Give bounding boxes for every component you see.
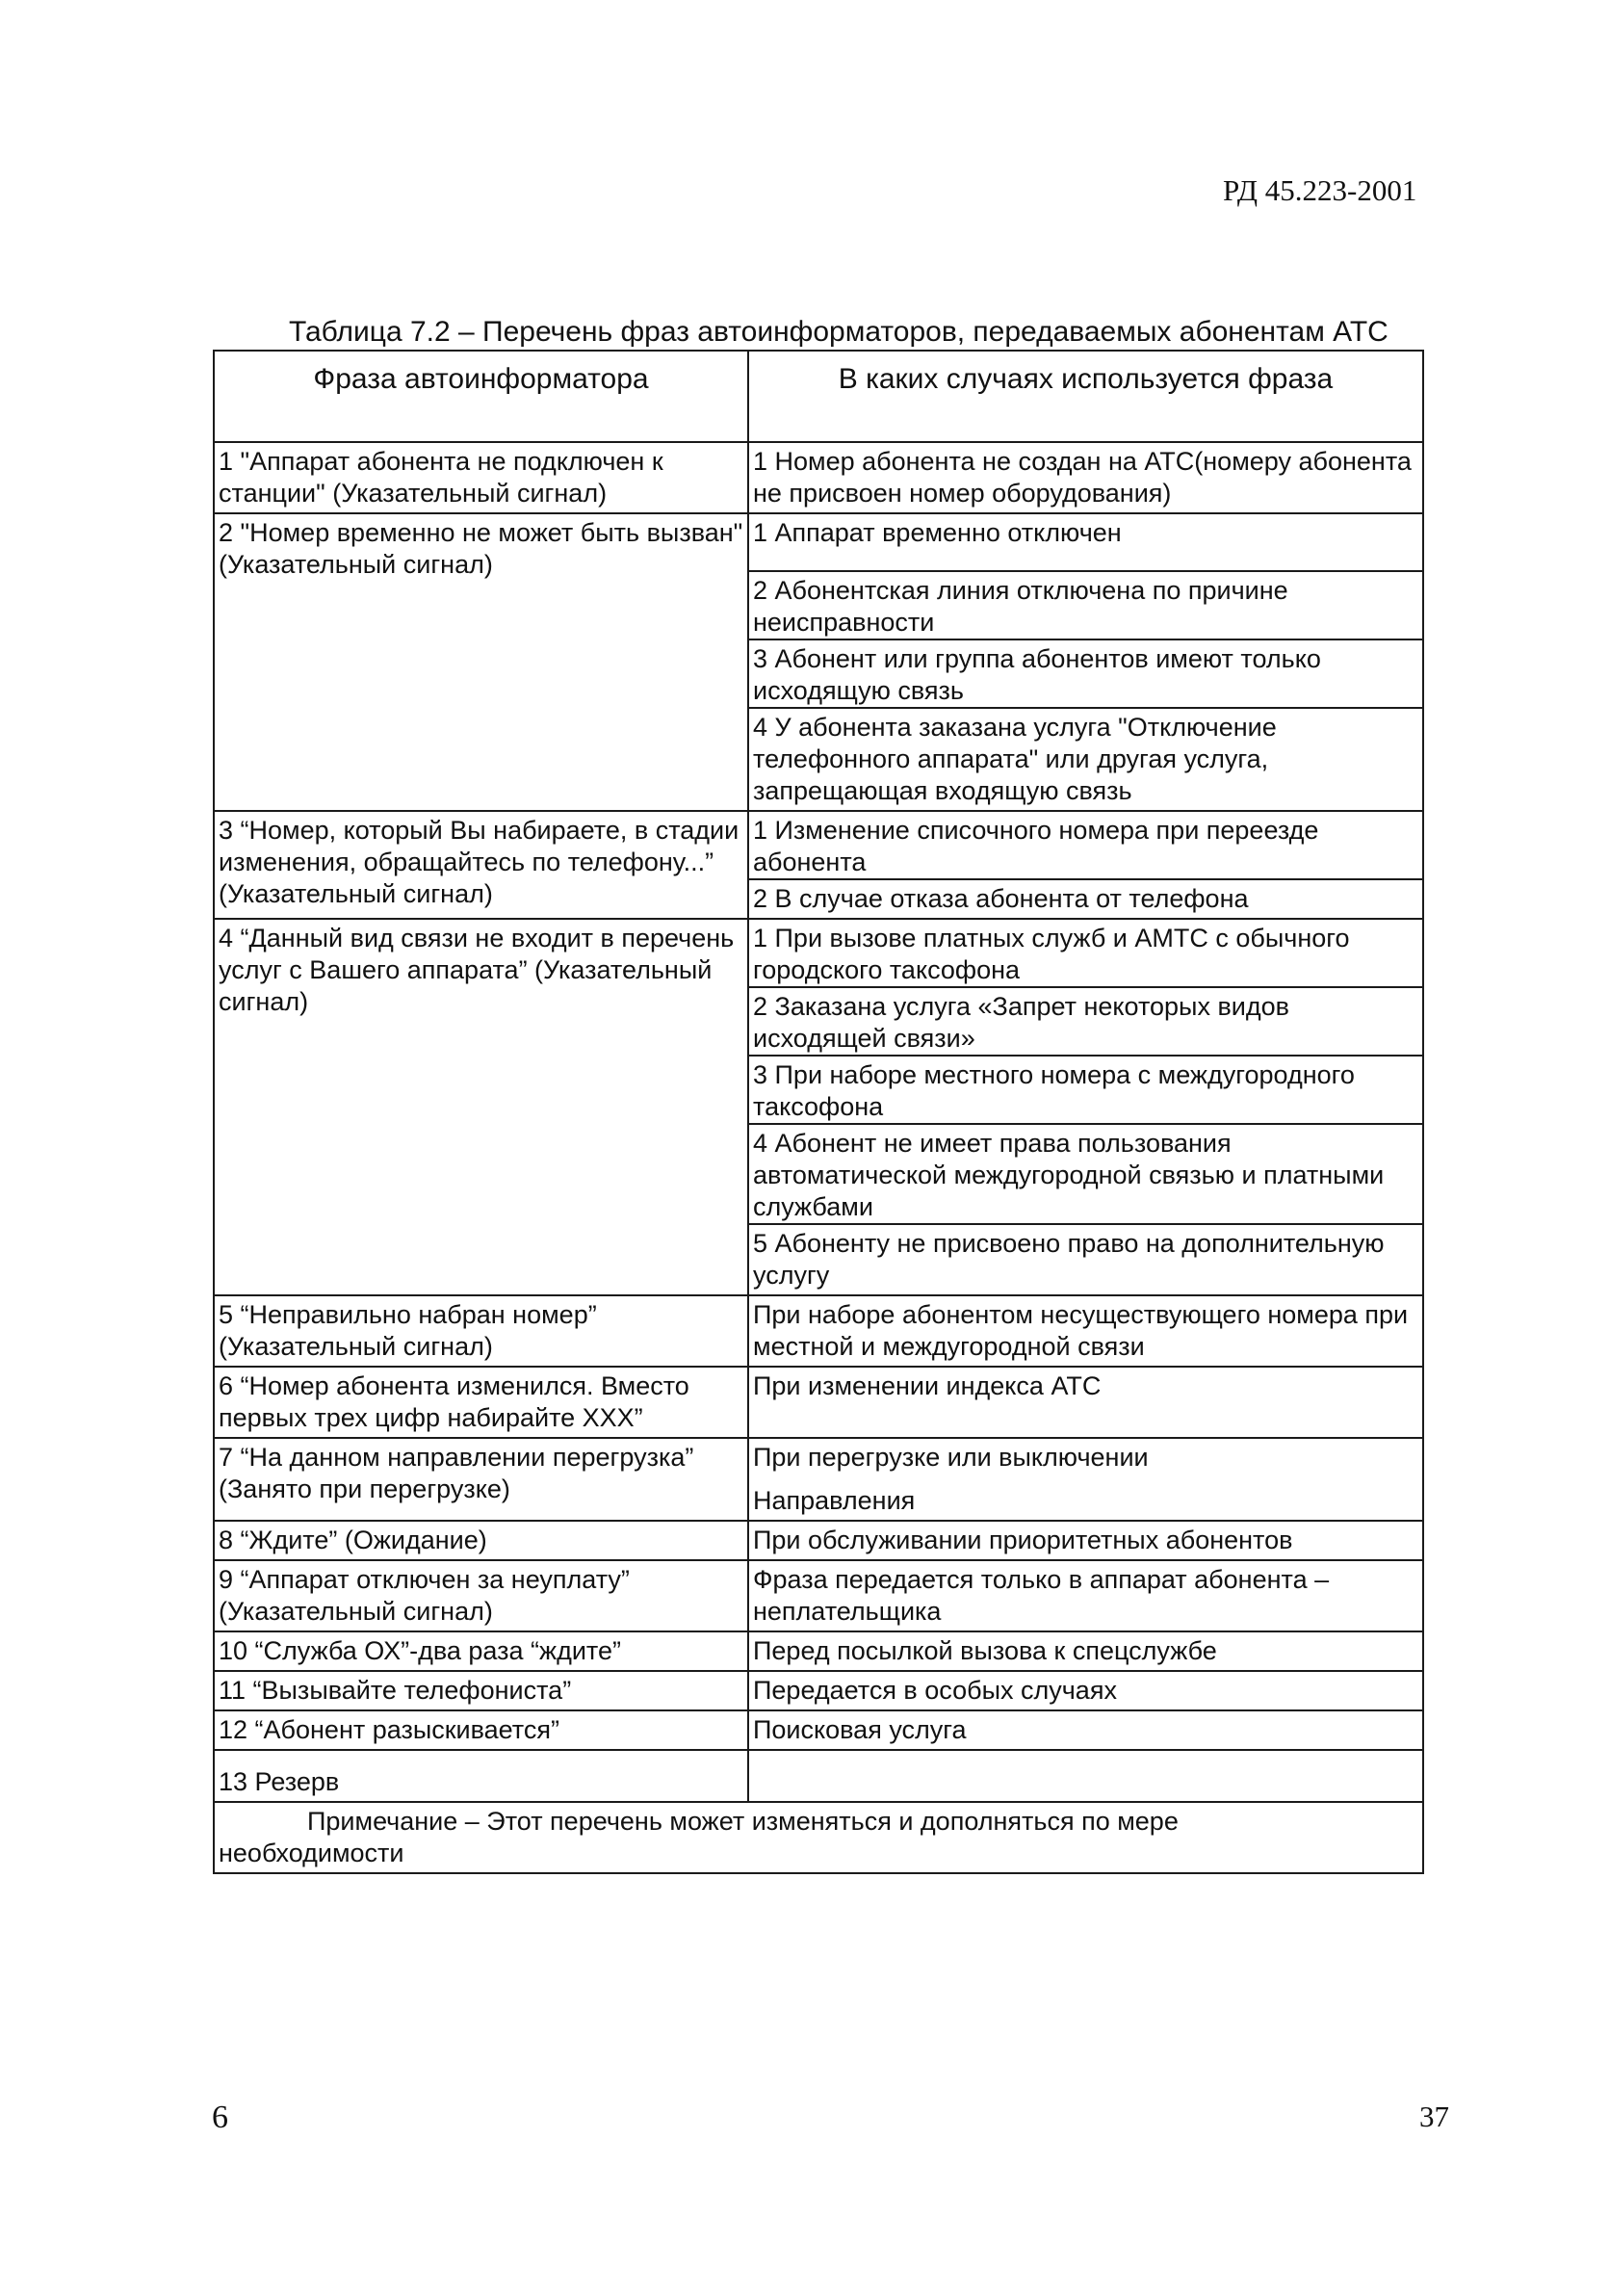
phrase-cell: 3 “Номер, который Вы набираете, в стадии изменения, обращайтесь по телефону...” (Указательный сигнал) bbox=[214, 811, 748, 919]
cases-cell bbox=[748, 1631, 1423, 1671]
case-item: 1 При вызове платных служб и АМТС с обычного городского таксофона bbox=[753, 924, 1350, 984]
table-row bbox=[214, 1560, 1423, 1631]
case-item: Передается в особых случаях bbox=[753, 1676, 1117, 1705]
table-note bbox=[214, 1802, 1423, 1873]
table-caption: Таблица 7.2 – Перечень фраз автоинформаторов, передаваемых абонентам АТС bbox=[289, 316, 1388, 348]
case-item: При изменении индекса АТС bbox=[753, 1371, 1102, 1400]
table-row bbox=[214, 442, 1423, 513]
cases-cell bbox=[748, 1521, 1423, 1560]
table-row bbox=[214, 1671, 1423, 1710]
phrase-cell: 1 "Аппарат абонента не подключен к станции" (Указательный сигнал) bbox=[214, 442, 748, 513]
table-row bbox=[214, 513, 1423, 811]
phrase-cell: 7 “На данном направлении перегрузка” (Занято при перегрузке) bbox=[214, 1438, 748, 1521]
case-item: 4 Абонент не имеет права пользования автоматической междугородной связью и платными службами bbox=[749, 1123, 1422, 1223]
case-item: При наборе абонентом несуществующего номера при местной и междугородной связи bbox=[753, 1300, 1409, 1361]
page-number-right: 37 bbox=[1419, 2100, 1449, 2133]
case-item: Направления bbox=[753, 1486, 916, 1515]
cases-cell bbox=[748, 1438, 1423, 1521]
phrase-cell: 13 Резерв bbox=[214, 1750, 748, 1802]
case-item: 5 Абоненту не присвоено право на дополнительную услугу bbox=[749, 1223, 1422, 1292]
case-item: 2 Заказана услуга «Запрет некоторых видов исходящей связи» bbox=[749, 986, 1422, 1055]
column-header-phrase: Фраза автоинформатора bbox=[214, 351, 748, 442]
cases-cell bbox=[748, 1295, 1423, 1367]
phrase-cell: 5 “Неправильно набран номер” (Указательный сигнал) bbox=[214, 1295, 748, 1367]
phrase-cell: 9 “Аппарат отключен за неуплату” (Указательный сигнал) bbox=[214, 1560, 748, 1631]
table-row bbox=[214, 1710, 1423, 1750]
table-row bbox=[214, 1631, 1423, 1671]
cases-cell bbox=[748, 513, 1423, 811]
table-row bbox=[214, 1521, 1423, 1560]
table-row bbox=[214, 1438, 1423, 1521]
case-item: 3 При наборе местного номера с междугородного таксофона bbox=[749, 1055, 1422, 1123]
phrase-cell: 11 “Вызывайте телефониста” bbox=[214, 1671, 748, 1710]
case-item: 1 Номер абонента не создан на АТС(номеру абонента не присвоен номер оборудования) bbox=[753, 447, 1412, 508]
table-row bbox=[214, 1750, 1423, 1802]
table-row bbox=[214, 1367, 1423, 1438]
case-item: При перегрузке или выключении bbox=[753, 1443, 1149, 1472]
case-item: 1 Изменение списочного номера при переезде абонента bbox=[753, 816, 1319, 876]
column-header-cases: В каких случаях используется фраза bbox=[748, 351, 1423, 442]
autoinformer-phrases-table bbox=[213, 350, 1424, 1874]
case-item: 4 У абонента заказана услуга "Отключение телефонного аппарата" или другая услуга, запрещающая входящую связь bbox=[749, 707, 1422, 807]
cases-cell bbox=[748, 1671, 1423, 1710]
cases-cell bbox=[748, 919, 1423, 1295]
table-note-row bbox=[214, 1802, 1423, 1873]
case-item: 2 Абонентская линия отключена по причине неисправности bbox=[749, 570, 1422, 639]
table-row bbox=[214, 919, 1423, 1295]
note-line: Примечание – Этот перечень может изменяться и дополняться по мере bbox=[307, 1807, 1179, 1836]
phrase-cell: 2 "Номер временно не может быть вызван" (Указательный сигнал) bbox=[214, 513, 748, 811]
phrase-cell: 4 “Данный вид связи не входит в перечень услуг с Вашего аппарата” (Указательный сигнал) bbox=[214, 919, 748, 1295]
table-row bbox=[214, 1295, 1423, 1367]
page-number-left: 6 bbox=[212, 2100, 228, 2135]
case-item: 1 Аппарат временно отключен bbox=[753, 518, 1122, 547]
case-item: 3 Абонент или группа абонентов имеют только исходящую связь bbox=[749, 639, 1422, 707]
case-item: Фраза передается только в аппарат абонента – неплательщика bbox=[753, 1565, 1330, 1626]
phrase-cell: 12 “Абонент разыскивается” bbox=[214, 1710, 748, 1750]
cases-cell bbox=[748, 1750, 1423, 1802]
phrase-cell: 6 “Номер абонента изменился. Вместо первых трех цифр набирайте ХХХ” bbox=[214, 1367, 748, 1438]
table-header-row bbox=[214, 351, 1423, 442]
case-item: При обслуживании приоритетных абонентов bbox=[753, 1526, 1293, 1554]
phrase-cell: 10 “Служба ОХ”-два раза “ждите” bbox=[214, 1631, 748, 1671]
note-line: необходимости bbox=[219, 1839, 404, 1867]
case-item: Поисковая услуга bbox=[753, 1715, 967, 1744]
document-code: РД 45.223-2001 bbox=[1223, 173, 1417, 207]
cases-cell bbox=[748, 1710, 1423, 1750]
case-item: 2 В случае отказа абонента от телефона bbox=[749, 878, 1422, 915]
case-item: Перед посылкой вызова к спецслужбе bbox=[753, 1636, 1217, 1665]
cases-cell bbox=[748, 1560, 1423, 1631]
cases-cell bbox=[748, 1367, 1423, 1438]
table-row bbox=[214, 811, 1423, 919]
cases-cell bbox=[748, 811, 1423, 919]
phrase-cell: 8 “Ждите” (Ожидание) bbox=[214, 1521, 748, 1560]
cases-cell bbox=[748, 442, 1423, 513]
